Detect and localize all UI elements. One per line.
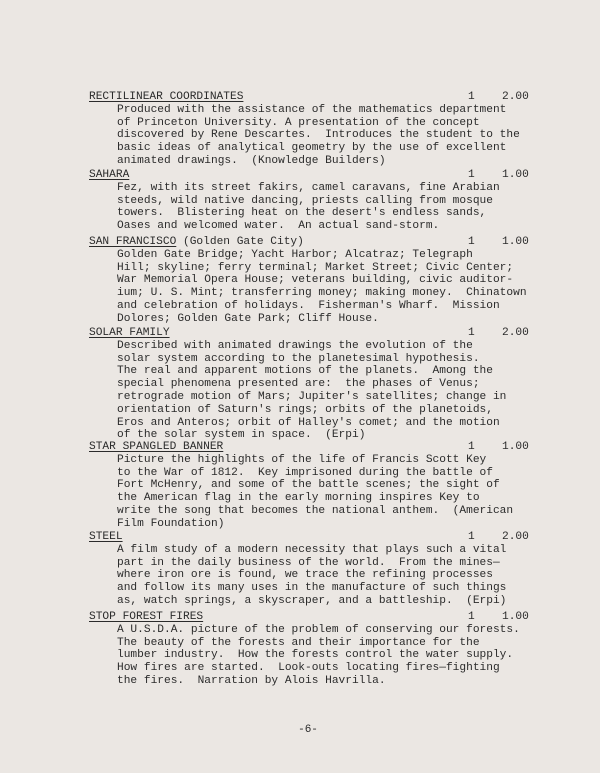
film-entry xyxy=(89,611,559,688)
description-line: lumber industry. How the forests control the water supply. xyxy=(117,649,514,662)
entry-header xyxy=(89,611,559,624)
description-line: A film study of a modern necessity that plays such a vital xyxy=(117,543,507,556)
description-line: and follow its many uses in the manufacture of such things xyxy=(117,582,507,595)
film-title: STOP FOREST FIRES xyxy=(89,611,204,623)
film-price: 2.00 xyxy=(502,327,529,339)
description-line: The real and apparent motions of the planets. Among the xyxy=(117,365,493,378)
description-line: Picture the highlights of the life of Francis Scott Key xyxy=(117,453,487,466)
description-line: to the War of 1812. Key imprisoned during the battle of xyxy=(117,466,493,479)
description-line: discovered by Rene Descartes. Introduces the student to the xyxy=(117,129,520,142)
description-line: towers. Blistering heat on the desert's endless sands, xyxy=(117,207,487,220)
film-entry xyxy=(89,236,559,326)
film-title: SAN FRANCISCO xyxy=(89,236,177,248)
description-line: How fires are started. Look-outs locating fires—fighting xyxy=(117,662,500,675)
description-line: Fez, with its street fakirs, camel caravans, fine Arabian xyxy=(117,181,500,194)
description-line: orientation of Saturn's rings; orbits of the planetoids, xyxy=(117,403,493,416)
film-entry xyxy=(89,169,559,233)
entry-header xyxy=(89,441,559,454)
entry-header xyxy=(89,91,559,104)
film-description xyxy=(117,624,559,688)
film-price: 1.00 xyxy=(502,441,529,453)
film-price: 1.00 xyxy=(502,169,529,181)
film-entry xyxy=(89,441,559,531)
description-line: special phenomena presented are: the phases of Venus; xyxy=(117,378,480,391)
description-line: the American flag in the early morning inspires Key to xyxy=(117,492,480,505)
description-line: Oases and welcomed water. An actual sand-storm. xyxy=(117,220,440,233)
film-title: SOLAR FAMILY xyxy=(89,327,170,339)
description-line: Film Foundation) xyxy=(117,517,225,530)
description-line: and celebration of holidays. Fisherman's Wharf. Mission xyxy=(117,299,500,312)
description-line: Described with animated drawings the evolution of the xyxy=(117,339,473,352)
film-entry xyxy=(89,531,559,608)
film-title: SAHARA xyxy=(89,169,130,181)
description-line: of the solar system in space. (Erpi) xyxy=(117,429,366,442)
description-line: Produced with the assistance of the mathematics department xyxy=(117,103,507,116)
description-line: A U.S.D.A. picture of the problem of conserving our forests. xyxy=(117,623,520,636)
description-line: steeds, wild native dancing, priests calling from mosque xyxy=(117,194,493,207)
film-description xyxy=(117,544,559,608)
film-description xyxy=(117,249,559,326)
description-line: of Princeton University. A presentation of the concept xyxy=(117,116,480,129)
film-quantity: 1 xyxy=(468,611,475,623)
description-line: Eros and Anteros; orbit of Halley's comet; and the motion xyxy=(117,416,500,429)
description-line: The beauty of the forests and their importance for the xyxy=(117,636,480,649)
film-title: STEEL xyxy=(89,531,123,543)
film-quantity: 1 xyxy=(468,236,475,248)
description-line: animated drawings. (Knowledge Builders) xyxy=(117,154,386,167)
description-line: Dolores; Golden Gate Park; Cliff House. xyxy=(117,312,379,325)
entry-header xyxy=(89,169,559,182)
film-price: 1.00 xyxy=(502,611,529,623)
description-line: solar system according to the planetesimal hypothesis. xyxy=(117,352,480,365)
description-line: ium; U. S. Mint; transferring money; making money. Chinatown xyxy=(117,287,527,300)
entry-header xyxy=(89,531,559,544)
description-line: War Memorial Opera House; veterans building, civic auditor- xyxy=(117,274,514,287)
film-title: STAR SPANGLED BANNER xyxy=(89,441,224,453)
film-description xyxy=(117,104,559,168)
film-entry xyxy=(89,327,559,442)
film-subtitle: (Golden Gate City) xyxy=(176,236,304,248)
film-price: 2.00 xyxy=(502,91,529,103)
film-quantity: 1 xyxy=(468,441,475,453)
film-quantity: 1 xyxy=(468,531,475,543)
film-entry xyxy=(89,91,559,168)
description-line: as, watch springs, a skyscraper, and a battleship. (Erpi) xyxy=(117,594,507,607)
description-line: part in the daily business of the world. From the mines— xyxy=(117,556,500,569)
entry-header xyxy=(89,327,559,340)
description-line: Hill; skyline; ferry terminal; Market Street; Civic Center; xyxy=(117,261,514,274)
film-description xyxy=(117,454,559,531)
description-line: the fires. Narration by Alois Havrilla. xyxy=(117,674,386,687)
description-line: Fort McHenry, and some of the battle scenes; the sight of xyxy=(117,479,500,492)
description-line: retrograde motion of Mars; Jupiter's satellites; change in xyxy=(117,390,507,403)
film-quantity: 1 xyxy=(468,327,475,339)
description-line: write the song that becomes the national anthem. (American xyxy=(117,504,514,517)
film-price: 1.00 xyxy=(502,236,529,248)
page-number: -6- xyxy=(298,724,318,736)
description-line: where iron ore is found, we trace the refining processes xyxy=(117,569,493,582)
film-quantity: 1 xyxy=(468,169,475,181)
film-description xyxy=(117,182,559,233)
film-price: 2.00 xyxy=(502,531,529,543)
description-line: basic ideas of analytical geometry by the use of excellent xyxy=(117,142,507,155)
description-line: Golden Gate Bridge; Yacht Harbor; Alcatraz; Telegraph xyxy=(117,248,473,261)
entry-header xyxy=(89,236,559,249)
film-description xyxy=(117,340,559,442)
film-quantity: 1 xyxy=(468,91,475,103)
film-title: RECTILINEAR COORDINATES xyxy=(89,91,244,103)
